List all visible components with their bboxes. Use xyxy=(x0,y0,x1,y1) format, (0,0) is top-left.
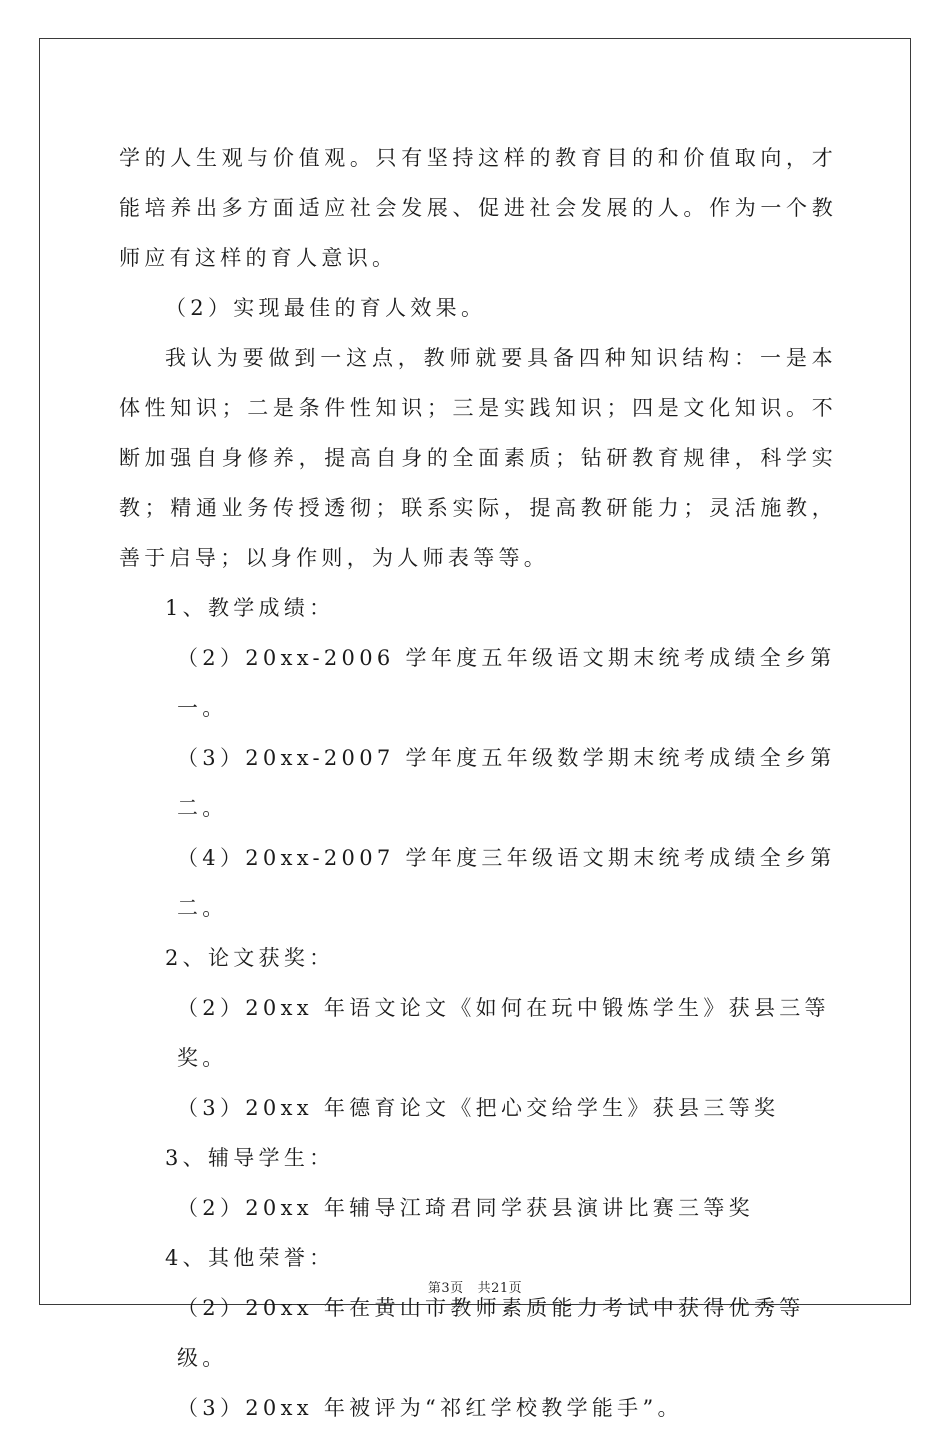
page-number: 第3页 xyxy=(427,1281,464,1296)
list-item: （2）20xx 年辅导江琦君同学获县演讲比赛三等奖 xyxy=(177,1196,754,1220)
document-page xyxy=(39,38,911,1420)
section-heading: 1、教学成绩： xyxy=(165,596,335,620)
page-footer xyxy=(40,1277,910,1296)
document-body xyxy=(119,133,837,1433)
list-item: （2）20xx 年在黄山市教师素质能力考试中获得优秀等级。 xyxy=(177,1296,805,1370)
section-heading: 2、论文获奖： xyxy=(165,946,335,970)
section-heading: 4、其他荣誉： xyxy=(165,1246,335,1270)
paragraph: 我认为要做到一这点，教师就要具备四种知识结构：一是本体性知识；二是条件性知识；三是实践知识；四是文化知识。不断加强自身修养，提高自身的全面素质；钻研教育规律，科学实教；精通业务传授透彻；联系实际，提高教研能力；灵活施教，善于启导；以身作则，为人师表等等。 xyxy=(119,346,837,570)
list-item: （3）20xx 年德育论文《把心交给学生》获县三等奖 xyxy=(177,1096,780,1120)
section-heading: 3、辅导学生： xyxy=(165,1146,335,1170)
paragraph: （2）实现最佳的育人效果。 xyxy=(165,296,487,320)
paragraph: 学的人生观与价值观。只有坚持这样的教育目的和价值取向，才能培养出多方面适应社会发展、促进社会发展的人。作为一个教师应有这样的育人意识。 xyxy=(119,146,837,270)
list-item: （2）20xx 年语文论文《如何在玩中锻炼学生》获县三等奖。 xyxy=(177,996,830,1070)
list-item: （4）20xx-2007 学年度三年级语文期末统考成绩全乡第二。 xyxy=(177,846,836,920)
list-item: （2）20xx-2006 学年度五年级语文期末统考成绩全乡第一。 xyxy=(177,646,836,720)
list-item: （3）20xx 年被评为“祁红学校教学能手”。 xyxy=(177,1396,683,1420)
list-item: （3）20xx-2007 学年度五年级数学期末统考成绩全乡第二。 xyxy=(177,746,836,820)
page-total: 共21页 xyxy=(477,1281,523,1296)
